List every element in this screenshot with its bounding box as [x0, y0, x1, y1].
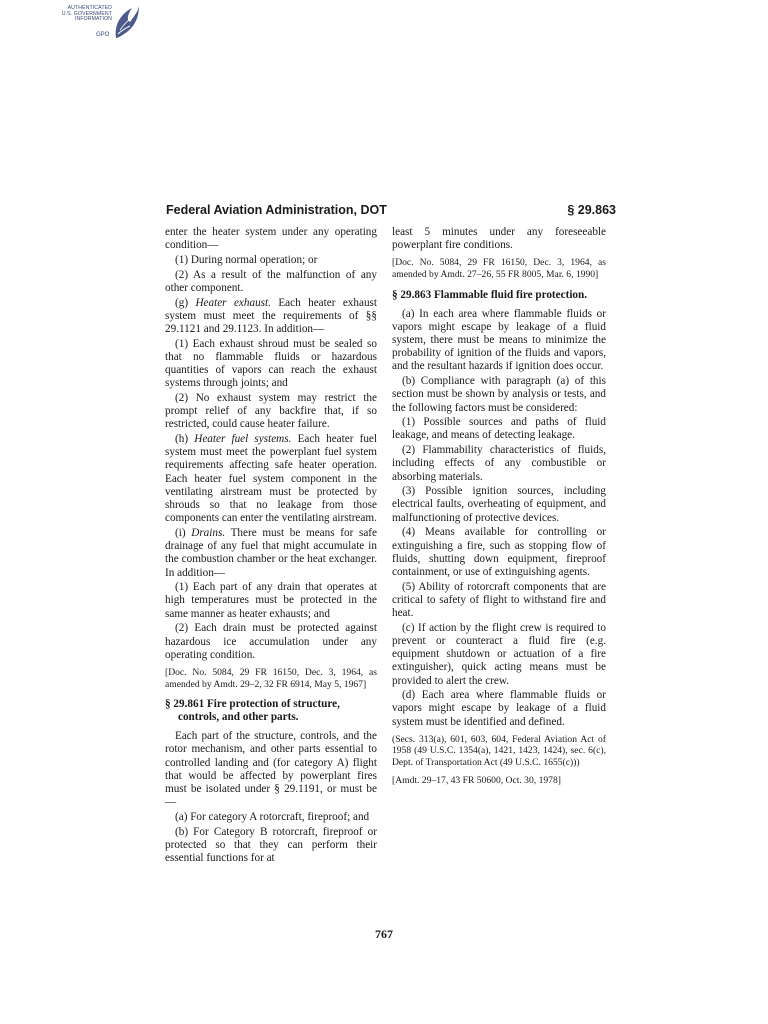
logo-line-3: INFORMATION — [74, 16, 112, 23]
paragraph-heater-fuel — [165, 433, 377, 525]
paragraph-label: (i) — [175, 526, 192, 539]
logo-line-2: U.S. GOVERNMENT — [61, 10, 112, 17]
running-head — [166, 203, 616, 219]
paragraph: (3) Possible ignition sources, including electrical faults, overheating of equipment, and malfunctioning of protective devices. — [392, 485, 606, 524]
paragraph: Each part of the structure, controls, and the rotor mechanism, and other parts essential to controlled landing and (for category A) flight that would be affected by powerplant fires must be isolated under § 29.1191, or must be— — [165, 730, 377, 809]
paragraph-heater-exhaust — [165, 297, 377, 337]
paragraph-drains — [165, 527, 377, 580]
paragraph: (4) Means available for controlling or extinguishing a fire, such as stopping flow of fluids, shutting down equipment, fireproof containment, or use of extinguishing agents. — [392, 526, 606, 578]
paragraph-title: Heater exhaust. — [195, 296, 271, 309]
paragraph: (b) Compliance with paragraph (a) of this section must be shown by analysis or tests, and the following factors must be considered: — [392, 375, 606, 414]
paragraph: (1) Possible sources and paths of fluid leakage, and means of detecting leakage. — [392, 416, 606, 442]
paragraph: enter the heater system under any operating condition— — [165, 226, 377, 252]
paragraph: (2) Flammability characteristics of fluids, including effects of any combustible or absorbing materials. — [392, 444, 606, 483]
paragraph-title: Heater fuel systems. — [194, 433, 292, 446]
paragraph: (1) Each part of any drain that operates at high temperatures must be protected in the same manner as heater exhausts; and — [165, 581, 377, 620]
paragraph-text: Each heater fuel system must meet the powerplant fuel system requirements affecting safe heater operation. Each heater fuel system component in the ventilating airstream must be protected by shrouds so that no leakage from those components can enter the ventilating airstream. — [165, 433, 378, 525]
paragraph-label: (g) — [175, 296, 196, 309]
paragraph: (5) Ability of rotorcraft components that are critical to safety of flight to withstand fire and heat. — [392, 580, 606, 620]
citation: [Doc. No. 5084, 29 FR 16150, Dec. 3, 1964, as amended by Amdt. 27–26, 55 FR 8005, Mar. 6, 1990] — [392, 257, 606, 280]
citation: (Secs. 313(a), 601, 603, 604, Federal Aviation Act of 1958 (49 U.S.C. 1354(a), 1421, 1423, 1424), sec. 6(c), Dept. of Transportation Act (49 U.S.C. 1655(c))) — [392, 733, 606, 769]
paragraph: (c) If action by the flight crew is required to prevent or counteract a fluid fire (e.g. equipment shutdown or actuation of a fire extinguisher), quick acting means must be provided to alert the crew. — [392, 621, 606, 687]
paragraph-text: Each heater exhaust system must meet the requirements of §§ 29.1121 and 29.1123. In addition— — [165, 296, 378, 335]
paragraph: (a) For category A rotorcraft, fireproof; and — [175, 810, 370, 823]
paragraph-label: (h) — [175, 433, 195, 446]
citation: [Amdt. 29–17, 43 FR 50600, Oct. 30, 1978] — [392, 774, 561, 786]
paragraph: (a) In each area where flammable fluids or vapors might escape by leakage of a fluid system, there must be means to minimize the probability of ignition of the fluids and vapors, and the resultant hazards if ignition does occur. — [392, 307, 606, 373]
paragraph-text: There must be means for safe drainage of any fuel that might accumulate in the combustion chamber or the heat exchanger. In addition— — [165, 526, 377, 579]
left-column — [165, 226, 377, 867]
eagle-icon — [112, 4, 140, 44]
paragraph: (d) Each area where flammable fluids or vapors might escape by leakage of a fluid system must be identified and defined. — [392, 689, 606, 728]
citation: [Doc. No. 5084, 29 FR 16150, Dec. 3, 1964, as amended by Amdt. 29–2, 32 FR 6914, May 5, 1967] — [165, 667, 377, 690]
right-column — [392, 226, 606, 792]
section-number: § 29.863 — [567, 203, 616, 217]
paragraph: least 5 minutes under any foreseeable powerplant fire conditions. — [392, 226, 606, 252]
logo-line-1: AUTHENTICATED — [67, 5, 112, 11]
logo-caption — [30, 6, 112, 23]
logo-gpo-mark: GPO — [96, 32, 110, 38]
paragraph: (1) During normal operation; or — [175, 253, 318, 266]
paragraph-title: Drains. — [191, 526, 226, 539]
agency-title: Federal Aviation Administration, DOT — [166, 203, 387, 217]
section-heading-29-861: § 29.861 Fire protection of structure, controls, and other parts. — [165, 698, 340, 724]
section-heading-29-863: § 29.863 Flammable fluid fire protection. — [392, 288, 588, 301]
gpo-authentication-logo — [30, 4, 142, 48]
paragraph: (2) Each drain must be protected against hazardous ice accumulation under any operating condition. — [165, 622, 377, 661]
page-number: 767 — [375, 927, 393, 941]
paragraph: (b) For Category B rotorcraft, fireproof or protected so that they can perform their essential functions for at — [165, 825, 377, 865]
paragraph: (2) No exhaust system may restrict the prompt relief of any backfire that, if so restricted, could cause heater failure. — [165, 391, 377, 431]
paragraph: (1) Each exhaust shroud must be sealed so that no flammable fluids or hazardous quantities of vapors can reach the exhaust systems through joints; and — [165, 337, 377, 390]
paragraph: (2) As a result of the malfunction of any other component. — [165, 268, 377, 294]
